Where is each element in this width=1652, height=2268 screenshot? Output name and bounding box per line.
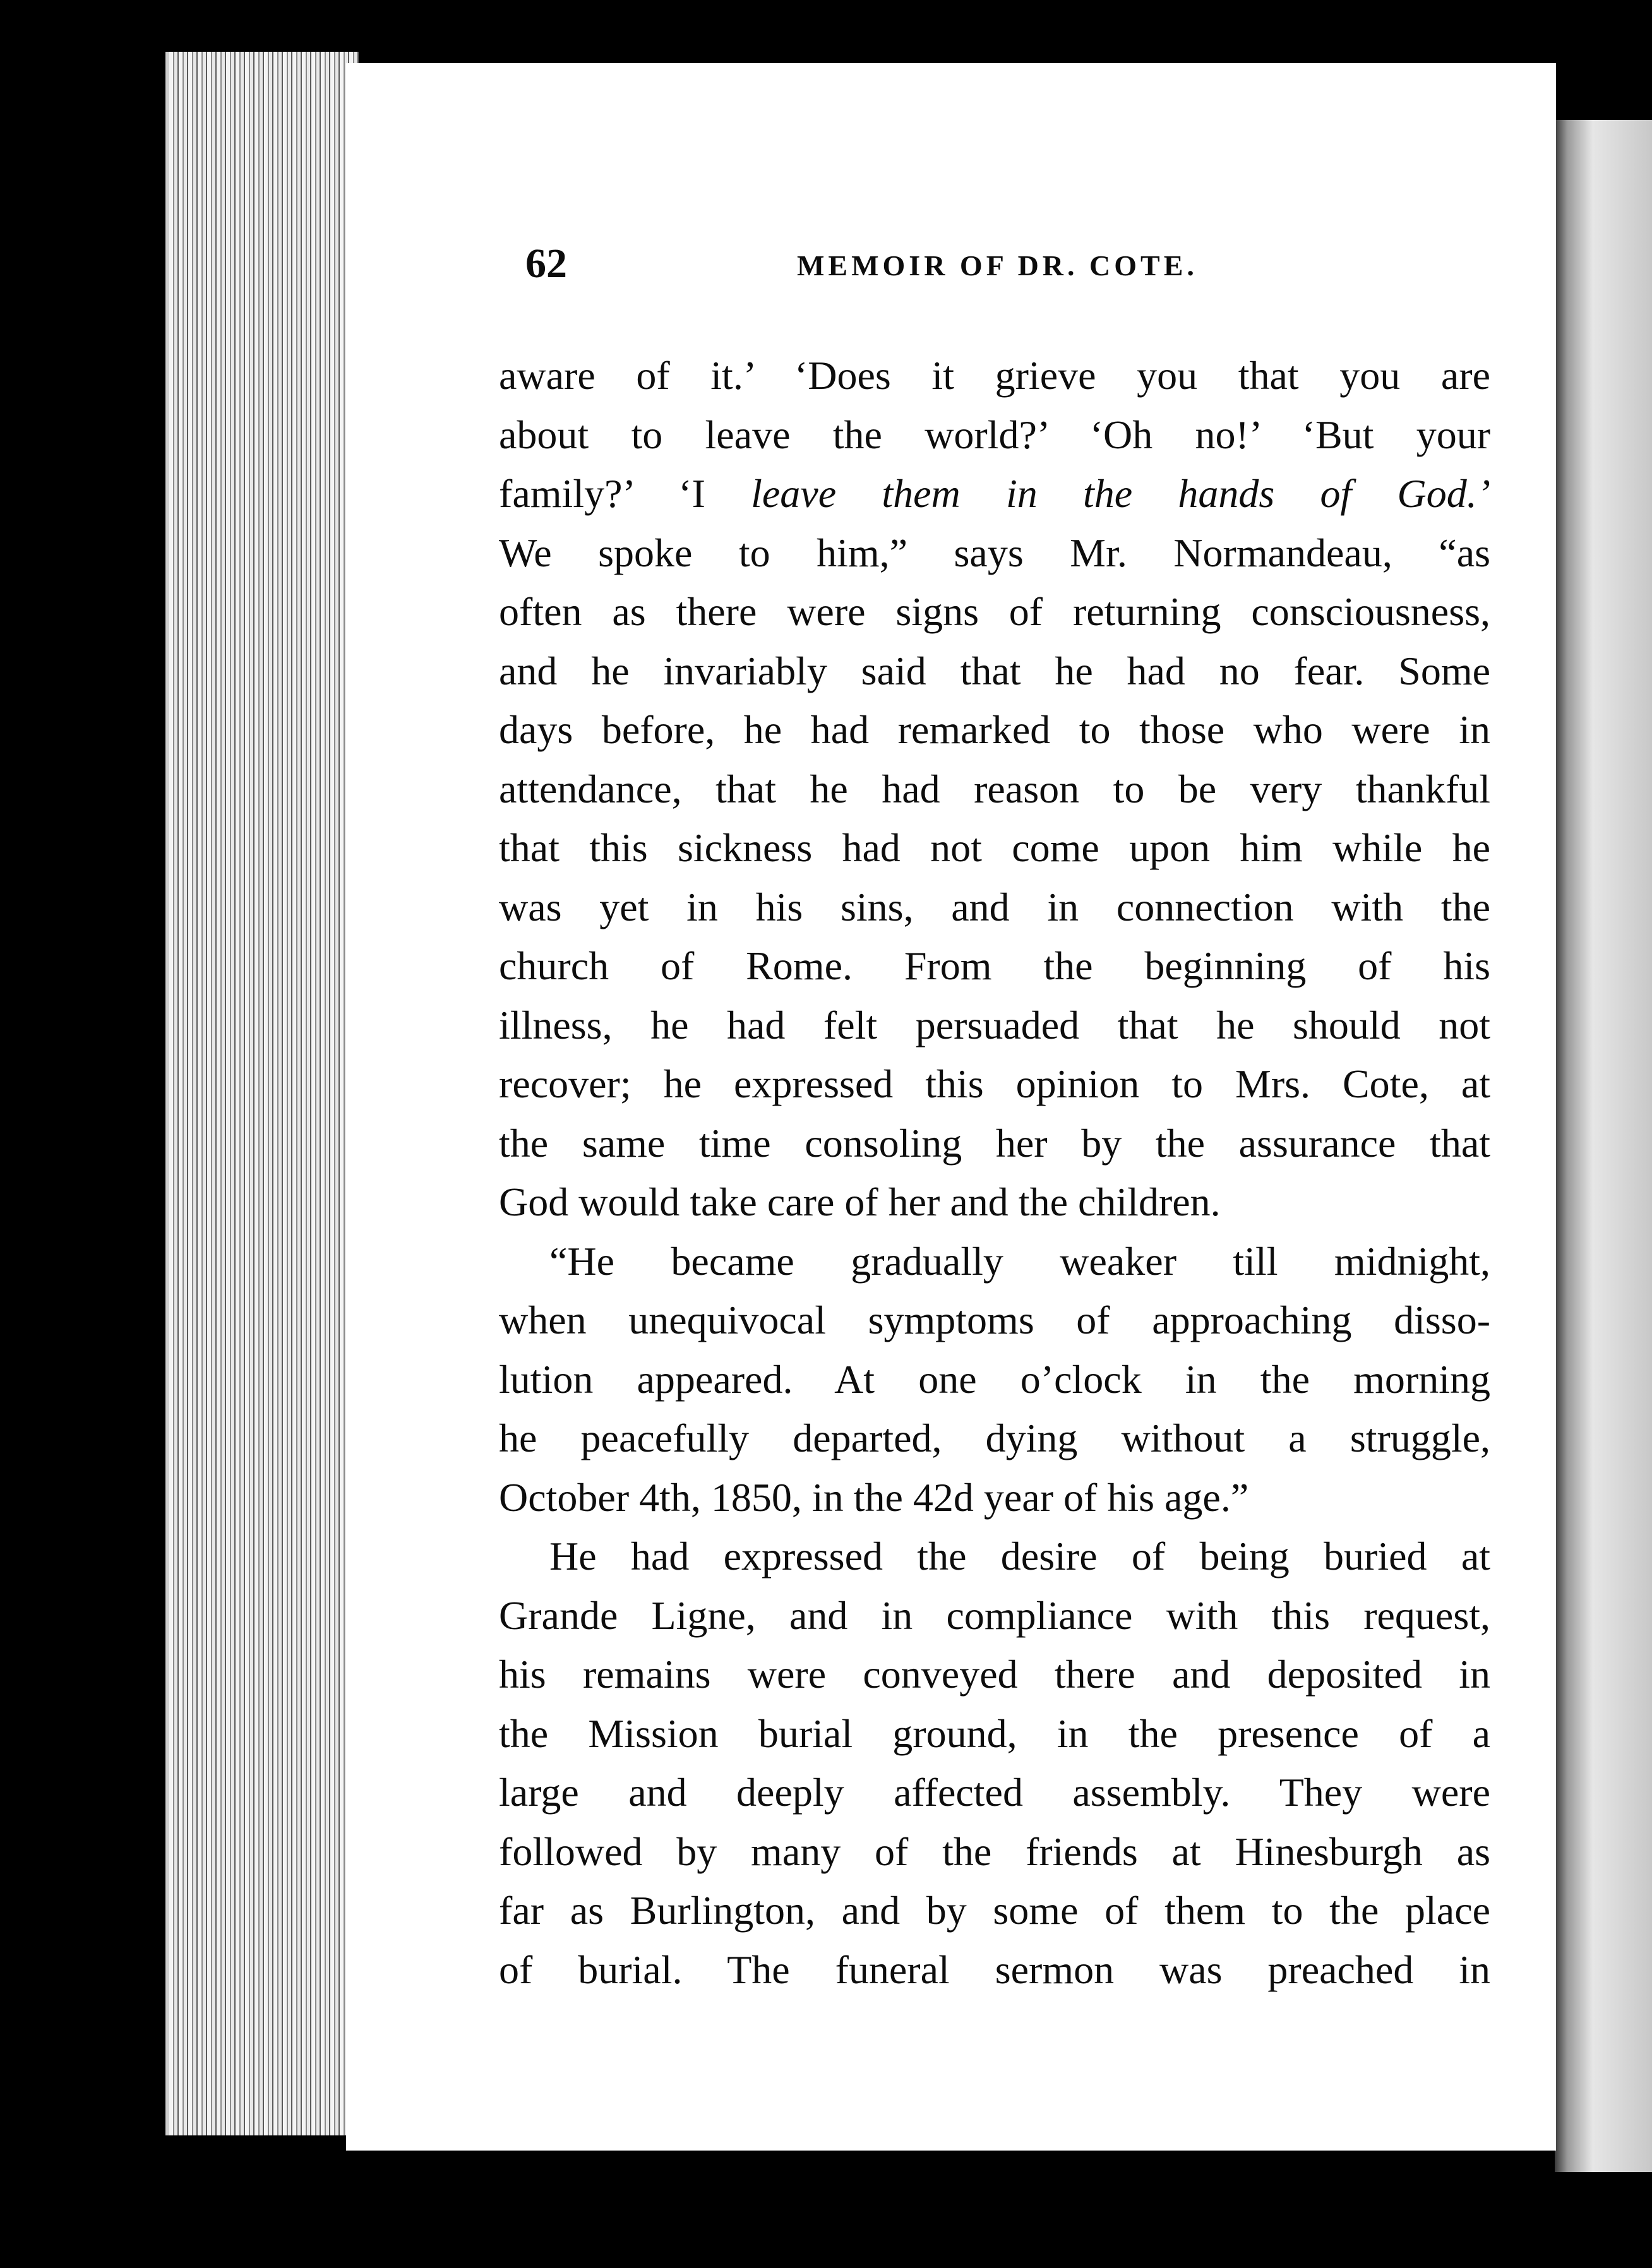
text-line: the same time consoling her by the assurance that xyxy=(499,1120,1490,1166)
text-line: large and deeply affected assembly. They were xyxy=(499,1770,1490,1815)
text-line: days before, he had remarked to those who were in xyxy=(499,707,1490,752)
text-line: often as there were signs of returning consciousness, xyxy=(499,589,1490,634)
running-title: MEMOIR OF DR. COTE. xyxy=(797,249,1198,282)
text-line: he peacefully departed, dying without a struggle, xyxy=(499,1416,1490,1460)
text-line: his remains were conveyed there and deposited in xyxy=(499,1652,1490,1697)
text-line: God would take care of her and the children. xyxy=(499,1179,1221,1224)
facing-page-edge xyxy=(1555,120,1652,2172)
text-line-italic: leave them in the hands of God.’ xyxy=(751,471,1490,516)
text-line: attendance, that he had reason to be very thankful xyxy=(499,766,1490,811)
text-line: We spoke to him,” says Mr. Normandeau, “as xyxy=(499,530,1490,575)
text-line: of burial. The funeral sermon was preached in xyxy=(499,1947,1490,1992)
text-line-roman: family?’ ‘I xyxy=(499,471,705,516)
text-line: church of Rome. From the beginning of his xyxy=(499,943,1490,988)
text-line: Grande Ligne, and in compliance with this request, xyxy=(499,1592,1490,1638)
text-line: far as Burlington, and by some of them to the place xyxy=(499,1888,1490,1933)
text-line: that this sickness had not come upon him while he xyxy=(499,825,1490,870)
page-number: 62 xyxy=(525,241,567,287)
text-line: when unequivocal symptoms of approaching disso- xyxy=(499,1298,1490,1342)
text-line: illness, he had felt persuaded that he should not xyxy=(499,1002,1490,1047)
text-line: aware of it.’ ‘Does it grieve you that you are xyxy=(499,353,1490,398)
text-line: followed by many of the friends at Hinesburgh as xyxy=(499,1829,1490,1874)
text-line: October 4th, 1850, in the 42d year of his age.” xyxy=(499,1474,1249,1520)
text-line: “He became gradually weaker till midnight, xyxy=(549,1238,1490,1284)
body-text xyxy=(499,346,1490,1999)
text-line: He had expressed the desire of being buried at xyxy=(549,1534,1490,1579)
text-line: lution appeared. At one o’clock in the morning xyxy=(499,1356,1490,1402)
text-line: was yet in his sins, and in connection with the xyxy=(499,884,1490,929)
text-line-mixed xyxy=(499,464,1490,523)
running-head xyxy=(525,240,1428,303)
text-line: the Mission burial ground, in the presence of a xyxy=(499,1710,1490,1756)
text-line: about to leave the world?’ ‘Oh no!’ ‘But your xyxy=(499,412,1490,457)
text-line: and he invariably said that he had no fear. Some xyxy=(499,648,1490,693)
text-line: recover; he expressed this opinion to Mrs. Cote, at xyxy=(499,1061,1490,1106)
page-edge-stack xyxy=(165,52,359,2135)
